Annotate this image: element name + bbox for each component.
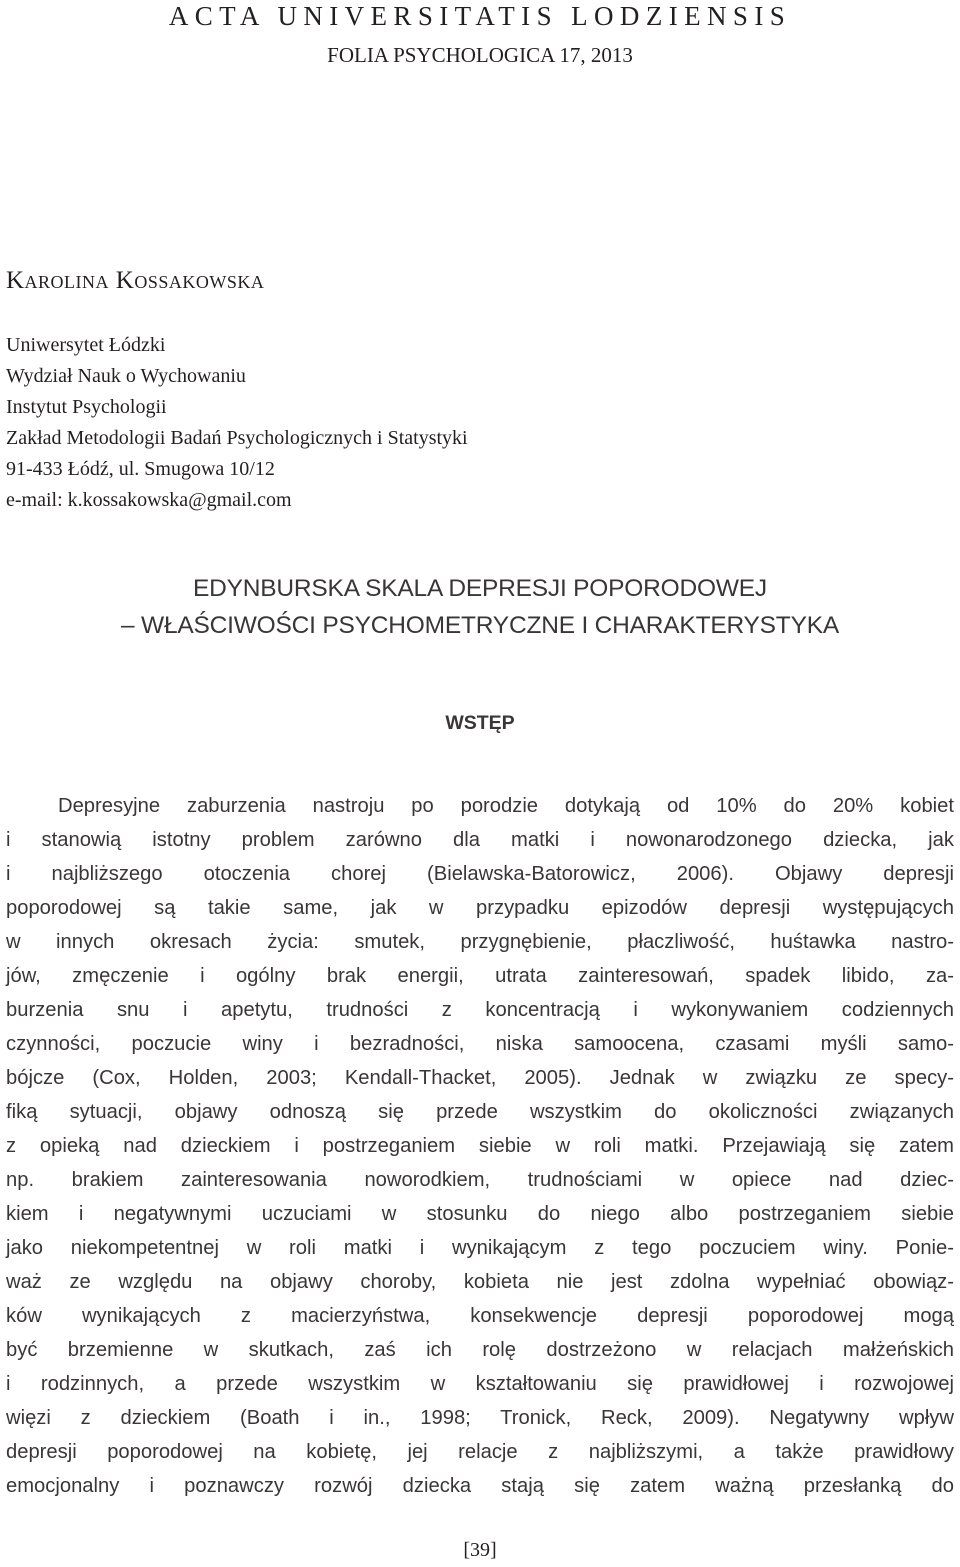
body-line: być brzemienne w skutkach, zaś ich rolę dostrzeżono w relacjach małżeńskich xyxy=(6,1339,954,1361)
affiliation-line: 91-433 Łódź, ul. Smugowa 10/12 xyxy=(6,458,275,480)
body-line: Depresyjne zaburzenia nastroju po porodzie dotykają od 10% do 20% kobiet xyxy=(58,795,954,817)
body-line: z opieką nad dzieckiem i postrzeganiem siebie w roli matki. Przejawiają się zatem xyxy=(6,1135,954,1157)
body-line: np. brakiem zainteresowania noworodkiem, trudnościami w opiece nad dziec- xyxy=(6,1169,954,1191)
body-line: poporodowej są takie same, jak w przypadku epizodów depresji występujących xyxy=(6,897,954,919)
body-line: kiem i negatywnymi uczuciami w stosunku do niego albo postrzeganiem siebie xyxy=(6,1203,954,1225)
body-line: czynności, poczucie winy i bezradności, niska samoocena, czasami myśli samo- xyxy=(6,1033,954,1055)
section-heading: WSTĘP xyxy=(445,712,515,734)
article-title xyxy=(0,570,960,644)
body-paragraph xyxy=(6,789,954,1503)
affiliation-email: e-mail: k.kossakowska@gmail.com xyxy=(6,489,292,511)
article-title-line2: – WŁAŚCIWOŚCI PSYCHOMETRYCZNE I CHARAKTERYSTYKA xyxy=(120,612,840,639)
body-line: burzenia snu i apetytu, trudności z koncentracją i wykonywaniem codziennych xyxy=(6,999,954,1021)
body-line: i stanowią istotny problem zarówno dla matki i nowonarodzonego dziecka, jak xyxy=(6,829,954,851)
body-line: i najbliższego otoczenia chorej (Bielawska-Batorowicz, 2006). Objawy depresji xyxy=(6,863,954,885)
affiliation-line: Uniwersytet Łódzki xyxy=(6,334,166,356)
journal-series: FOLIA PSYCHOLOGICA 17, 2013 xyxy=(327,43,633,67)
body-line: fiką sytuacji, objawy odnoszą się przede wszystkim do okoliczności związanych xyxy=(6,1101,954,1123)
page-number: [39] xyxy=(463,1539,497,1561)
body-line: emocjonalny i poznawczy rozwój dziecka stają się zatem ważną przesłanką do xyxy=(6,1475,954,1497)
journal-name: ACTA UNIVERSITATIS LODZIENSIS xyxy=(168,1,792,31)
body-line: więzi z dzieckiem (Boath i in., 1998; Tronick, Reck, 2009). Negatywny wpływ xyxy=(6,1407,954,1429)
body-line: depresji poporodowej na kobietę, jej relacje z najbliższymi, a także prawidłowy xyxy=(6,1441,954,1463)
article-title-line1: EDYNBURSKA SKALA DEPRESJI POPORODOWEJ xyxy=(193,575,767,602)
affiliation-line: Instytut Psychologii xyxy=(6,396,167,418)
body-line: waż ze względu na objawy choroby, kobieta nie jest zdolna wypełniać obowiąz- xyxy=(6,1271,954,1293)
body-line: jako niekompetentnej w roli matki i wynikającym z tego poczuciem winy. Ponie- xyxy=(6,1237,954,1259)
body-line: ków wynikających z macierzyństwa, konsekwencje depresji poporodowej mogą xyxy=(6,1305,954,1327)
body-line: bójcze (Cox, Holden, 2003; Kendall-Thacket, 2005). Jednak w związku ze specy- xyxy=(6,1067,954,1089)
affiliation-line: Zakład Metodologii Badań Psychologicznych i Statystyki xyxy=(6,427,468,449)
affiliation-line: Wydział Nauk o Wychowaniu xyxy=(6,365,246,387)
body-line: i rodzinnych, a przede wszystkim w kształtowaniu się prawidłowej i rozwojowej xyxy=(6,1373,954,1395)
body-line: w innych okresach życia: smutek, przygnębienie, płaczliwość, huśtawka nastro- xyxy=(6,931,954,953)
author-affiliation xyxy=(6,330,468,516)
author-name: Karolina Kossakowska xyxy=(6,267,265,294)
body-line: jów, zmęczenie i ogólny brak energii, utrata zainteresowań, spadek libido, za- xyxy=(6,965,954,987)
